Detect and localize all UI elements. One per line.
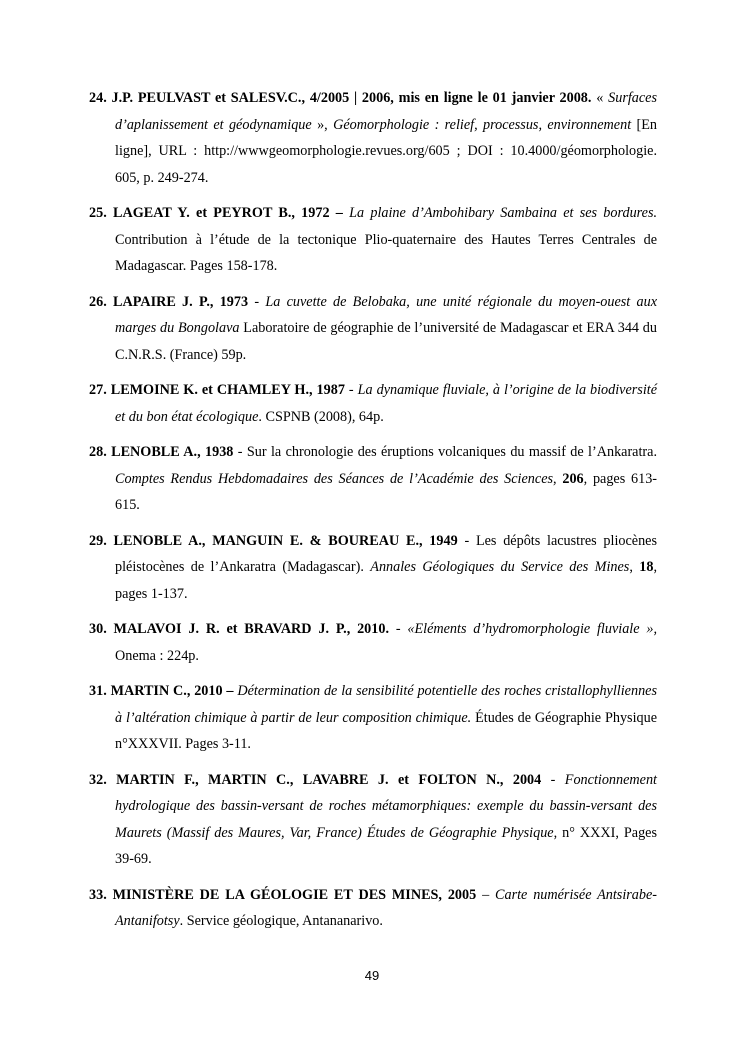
ref-title: La plaine d’Ambohibary Sambaina et ses bordures. xyxy=(349,205,658,221)
ref-volume: 18 xyxy=(639,559,654,575)
page-number: 49 xyxy=(364,968,380,983)
ref-authors: LEMOINE K. et CHAMLEY H., 1987 xyxy=(110,382,345,398)
ref-title: Surfaces d’aplanissement et géodynamique xyxy=(115,90,658,133)
ref-authors: MARTIN C., 2010 – xyxy=(110,683,234,699)
ref-title: Fonctionnement hydrologique des bassin-versant de roches métamorphiques: exemple du bassin-versant des Maurets (Massif des Maures, Var, France) Études de Géographie Physique xyxy=(115,771,657,841)
bibliography-list xyxy=(89,85,657,944)
ref-title: «Eléments d’hydromorphologie fluviale », xyxy=(407,621,657,637)
ref-title: Les dépôts lacustres pliocènes pléistocènes de l’Ankaratra (Madagascar). xyxy=(115,532,657,575)
ref-authors: MARTIN F., MARTIN C., LAVABRE J. et FOLTON N., 2004 xyxy=(116,771,542,788)
reference-32: 32. MARTIN F., MARTIN C., LAVABRE J. et FOLTON N., 2004 - Fonctionnement hydrologique des bassin-versant de roches métamorphiques: exemple du bassin-versant des Maurets (Massif des Maures, Var, France) Études de Géographie Physique, n° XXXI, Pages 39-69. xyxy=(89,771,657,867)
ref-authors: LENOBLE A., MANGUIN E. & BOUREAU E., 1949 xyxy=(113,532,458,549)
ref-number: 31. xyxy=(89,683,107,699)
ref-journal: Géomorphologie : relief, processus, environnement xyxy=(333,116,632,133)
ref-details: Laboratoire de géographie de l’université de Madagascar et ERA 344 du C.N.R.S. (France) 59p. xyxy=(115,320,657,363)
ref-authors: LAPAIRE J. P., 1973 xyxy=(113,293,249,310)
ref-number: 29. xyxy=(89,532,107,549)
ref-authors: MALAVOI J. R. et BRAVARD J. P., 2010. xyxy=(113,621,390,637)
ref-details: Études de Géographie Physique n°XXXVII. Pages 3-11. xyxy=(115,709,657,752)
ref-details: , pages 613-615. xyxy=(115,470,658,513)
reference-26: 26. LAPAIRE J. P., 1973 - La cuvette de Belobaka, une unité régionale du moyen-ouest aux marges du Bongolava Laboratoire de géographie de l’université de Madagascar et ERA 344 du C.N.R.S. (France) 59p. xyxy=(89,293,657,363)
ref-journal: Comptes Rendus Hebdomadaires des Séances de l’Académie des Sciences xyxy=(115,470,554,487)
reference-31 xyxy=(89,678,657,758)
ref-authors: LENOBLE A., 1938 xyxy=(111,444,234,460)
ref-details: , pages 1-137. xyxy=(115,559,658,602)
ref-number: 28. xyxy=(89,444,107,460)
reference-25 xyxy=(89,200,657,280)
ref-number: 32. xyxy=(89,771,107,788)
ref-authors: LAGEAT Y. et PEYROT B., 1972 – xyxy=(112,205,343,221)
ref-number: 24. xyxy=(89,90,107,106)
ref-details: Contribution à l’étude de la tectonique Plio-quaternaire des Hautes Terres Centrales de Madagascar. Pages 158-178. xyxy=(115,231,657,274)
reference-28: 28. LENOBLE A., 1938 - Sur la chronologie des éruptions volcaniques du massif de l’Ankaratra. Comptes Rendus Hebdomadaires des Séances de l’Académie des Sciences, 206, pages 613-615. xyxy=(89,444,658,513)
ref-title: Sur la chronologie des éruptions volcaniques du massif de l’Ankaratra. xyxy=(246,444,657,460)
reference-27: 27. LEMOINE K. et CHAMLEY H., 1987 - La dynamique fluviale, à l’origine de la biodiversité et du bon état écologique. CSPNB (2008), 64p. xyxy=(89,382,658,425)
reference-29: 29. LENOBLE A., MANGUIN E. & BOUREAU E., 1949 - Les dépôts lacustres pliocènes pléistocènes de l’Ankaratra (Madagascar). Annales Géologiques du Service des Mines, 18, pages 1-137. xyxy=(89,532,658,602)
ref-title: Détermination de la sensibilité potentielle des roches cristallophylliennes à l’altération chimique à partir de leur composition chimique. xyxy=(115,683,657,726)
ref-number: 33. xyxy=(89,886,107,903)
ref-title: La dynamique fluviale, à l’origine de la biodiversité et du bon état écologique xyxy=(115,382,658,425)
ref-details: , n° XXXI, Pages 39-69. xyxy=(115,824,657,867)
ref-number: 25. xyxy=(89,205,107,221)
ref-details: . Service géologique, Antananarivo. xyxy=(179,913,383,929)
ref-details: . CSPNB (2008), 64p. xyxy=(258,408,384,425)
ref-number: 30. xyxy=(89,621,107,637)
ref-authors: J.P. PEULVAST et SALESV.C., 4/2005 | 2006, mis en ligne le 01 janvier 2008. xyxy=(111,90,592,106)
ref-details: Onema : 224p. xyxy=(115,647,199,664)
ref-volume: 206 xyxy=(562,470,584,487)
ref-title: Carte numérisée Antsirabe-Antanifotsy xyxy=(115,886,657,929)
reference-24: 24. J.P. PEULVAST et SALESV.C., 4/2005 | 2006, mis en ligne le 01 janvier 2008. « Surfaces d’aplanissement et géodynamique », Géomorphologie : relief, processus, environnement [En ligne], URL : http://wwwgeomorphologie.revues.org/605 ; DOI : 10.4000/géomorphologie. 605, p. 249-274. xyxy=(89,90,658,186)
reference-30: 30. MALAVOI J. R. et BRAVARD J. P., 2010. - «Eléments d’hydromorphologie fluviale », Onema : 224p. xyxy=(89,621,657,664)
reference-33: 33. MINISTÈRE DE LA GÉOLOGIE ET DES MINES, 2005 – Carte numérisée Antsirabe-Antanifotsy. Service géologique, Antananarivo. xyxy=(89,886,657,929)
ref-number: 27. xyxy=(89,382,107,398)
ref-details: [En ligne], URL : http://wwwgeomorphologie.revues.org/605 ; DOI : 10.4000/géomorphologie. 605, p. 249-274. xyxy=(115,116,657,186)
ref-title: La cuvette de Belobaka, une unité régionale du moyen-ouest aux marges du Bongolava xyxy=(115,293,657,336)
ref-journal: Annales Géologiques du Service des Mines xyxy=(370,559,630,575)
ref-authors: MINISTÈRE DE LA GÉOLOGIE ET DES MINES, 2005 xyxy=(112,886,477,903)
ref-number: 26. xyxy=(89,293,107,310)
